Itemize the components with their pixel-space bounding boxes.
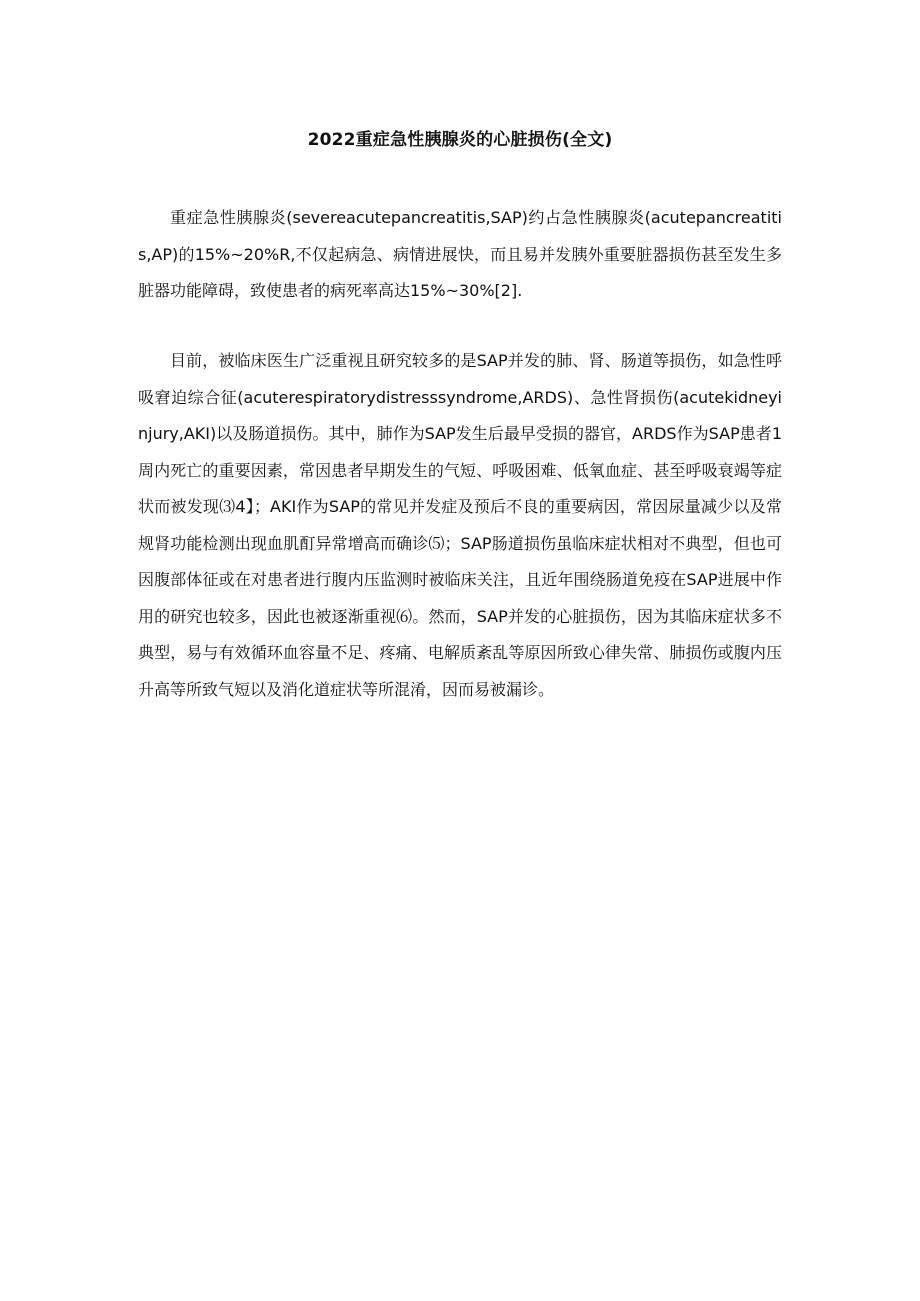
paragraph-intro: 重症急性胰腺炎(severeacutepancreatitis,SAP)约占急性胰腺炎(acutepancreatitis,AP)的15%~20%R,不仅起病急、病情进展快，而且易并发胰外重要脏器损伤甚至发生多脏器功能障碍，致使患者的病死率高达15%~30%[2].	[138, 208, 782, 300]
paragraph-complications: 目前，被临床医生广泛重视且研究较多的是SAP并发的肺、肾、肠道等损伤，如急性呼吸窘迫综合征(acuterespiratorydistresssyndrome,ARDS)、急性肾损伤(acutekidneyinjury,AKI)以及肠道损伤。其中，肺作为SAP发生后最早受损的器官，ARDS作为SAP患者1周内死亡的重要因素，常因患者早期发生的气短、呼吸困难、低氧血症、甚至呼吸衰竭等症状而被发现⑶4】；AKI作为SAP的常见并发症及预后不良的重要病因，常因尿量减少以及常规肾功能检测出现血肌酊异常增高而确诊⑸；SAP肠道损伤虽临床症状相对不典型，但也可因腹部体征或在对患者进行腹内压监测时被临床关注，且近年围绕肠道免疫在SAP进展中作用的研究也较多，因此也被逐渐重视⑹。然而，SAP并发的心脏损伤，因为其临床症状多不典型，易与有效循环血容量不足、疼痛、电解质紊乱等原因所致心律失常、肺损伤或腹内压升高等所致气短以及消化道症状等所混淆，因而易被漏诊。	[138, 351, 782, 699]
document-title: 2022重症急性胰腺炎的心脏损伤(全文)	[307, 130, 613, 150]
